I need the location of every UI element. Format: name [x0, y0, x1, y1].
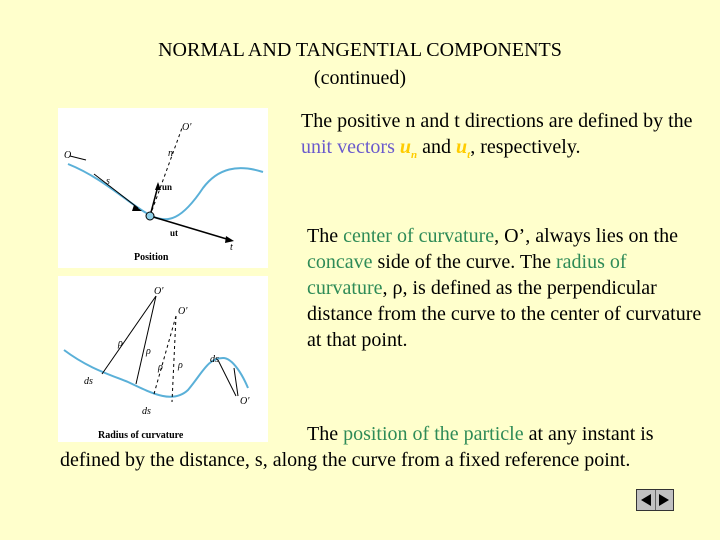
normal-dashed [150, 128, 182, 216]
para3-text-1: The [307, 423, 344, 445]
label-ut: ut [170, 228, 179, 238]
radius-of-curvature-highlight: radius of curvature [307, 251, 627, 299]
label-ds-right: ds [210, 354, 219, 365]
radius-figure [58, 276, 268, 442]
caption-radius: Radius of curvature [98, 430, 184, 441]
label-o-prime-mid: O' [178, 306, 188, 317]
label-ds-bottom: ds [142, 406, 151, 417]
title-line-1: NORMAL AND TANGENTIAL COMPONENTS [158, 39, 562, 61]
paragraph-position [60, 421, 660, 473]
unit-vectors-highlight: unit vectors [301, 136, 395, 158]
label-ds-left: ds [84, 376, 93, 387]
label-rho-2: ρ [146, 346, 151, 357]
label-t: t [230, 242, 233, 253]
para2-text-1: The [307, 225, 344, 247]
para2-text-3: side of the curve. The [372, 251, 556, 273]
label-s: s [106, 176, 110, 187]
para1-text-2: , respectively. [470, 136, 581, 158]
para1-and: and [417, 136, 457, 158]
para1-text-1: The positive n and t directions are defined by the [301, 110, 693, 132]
curve-path [64, 350, 248, 397]
title-line-2: (continued) [313, 67, 407, 89]
position-figure [58, 108, 268, 268]
paragraph-curvature [307, 223, 707, 353]
paragraph-unit-vectors [301, 108, 701, 168]
center-of-curvature-highlight: center of curvature [343, 225, 495, 247]
next-button[interactable] [656, 490, 674, 510]
para3-text-2: at any instant is defined by the distance, s, along the curve from a fixed reference point. [60, 423, 654, 471]
s-arrow [94, 174, 138, 208]
un-arrow [150, 186, 158, 216]
para2-text-4: , ρ, is defined as the perpendicular distance from the curve to the center of curvature at that point. [307, 277, 702, 351]
label-rho-3: ρ [158, 362, 163, 373]
position-highlight: position of the particle [343, 423, 524, 445]
caption-position: Position [134, 252, 169, 263]
label-o-prime: O' [182, 122, 192, 133]
o-line [70, 156, 86, 160]
particle [146, 212, 154, 220]
triangle-left-icon [640, 493, 652, 507]
label-rho-1: ρ [118, 338, 123, 349]
para2-text-2: , O’, always lies on the [494, 225, 678, 247]
label-n: n [168, 148, 173, 159]
triangle-right-icon [658, 493, 670, 507]
slide-navigation [636, 489, 674, 511]
label-rho-4: ρ [178, 360, 183, 371]
ut-arrow [150, 216, 230, 240]
label-un: un [162, 182, 173, 192]
previous-button[interactable] [637, 490, 656, 510]
ut-symbol: $u_t$ [456, 136, 471, 161]
label-o-prime-top: O' [154, 286, 164, 297]
page-title [0, 36, 720, 92]
label-o: O [64, 150, 72, 161]
un-symbol: $u_n$ [399, 136, 418, 161]
concave-highlight: concave [307, 251, 373, 273]
label-o-prime-right: O' [240, 396, 250, 407]
